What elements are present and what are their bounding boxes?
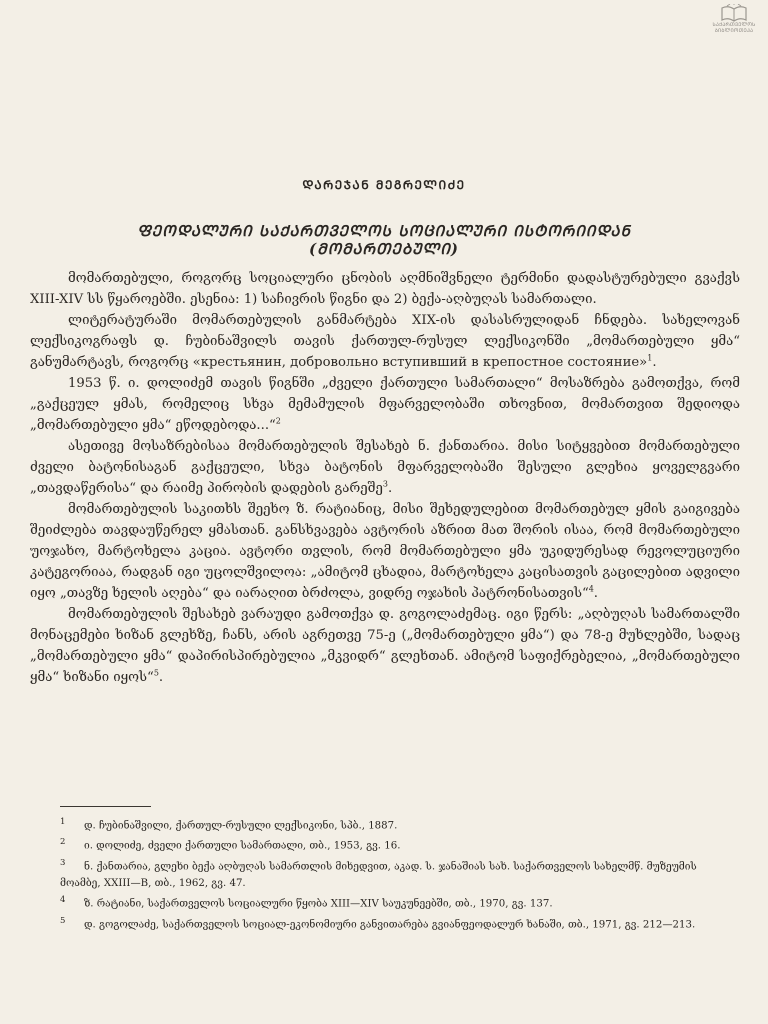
logo-text: ᲡᲐᲥᲐᲠᲗᲕᲔᲚᲝᲡ ᲑᲘᲑᲚᲘᲝᲗᲔᲙᲐ <box>712 22 756 34</box>
footnote-ref-5: 5 <box>153 668 159 678</box>
footnote-number: 1 <box>60 817 66 827</box>
author-name: ᲓᲐᲠᲔᲯᲐᲜ ᲛᲔᲒᲠᲔᲚᲘᲫᲔ <box>302 178 466 192</box>
title-line-2: (ᲛᲝᲛᲐᲠᲗᲔᲑᲣᲚᲘ) <box>309 240 459 258</box>
footnote-text: ზ. რატიანი, საქართველოს სოციალური წყობა XIII—XIV საუკუნეებში, თბ., 1970, გვ. 137. <box>84 898 553 910</box>
paragraph-6 <box>30 604 740 688</box>
footnote-ref-2: 2 <box>275 416 281 426</box>
footnote <box>60 913 720 933</box>
footnote-ref-4: 4 <box>588 584 594 594</box>
russian-quote: «крестьянин, добровольно вступивший в крепостное состояние» <box>192 355 648 370</box>
footnote-number: 3 <box>60 857 66 868</box>
footnote-number: 2 <box>60 837 66 848</box>
paragraph-5-text: მომართებულის საკითხს შეეხო ზ. რატიანიც, მისი შეხედულებით მომართებულ ყმის გაიგივება შეიძლება თავდაუწერელ ყმასთან. განსხვავება ავტორის აზრით მათ შორის ისაა, რომ მომართებული უოჯახო, მარტოხელა კაცია. ავტორი თვლის, რომ მომართებული ყმა უკიდურესად რევოლუციური კატეგორიაა, რადგან იგი უცოლშვილოა: „ამიტომ ცხადია, მარტოხელა კაცისათვის გაცილებით ადვილი იყო „თავზე ხელის აღება“ და იარაღით ბრძოლა, ვიდრე ოჯახის პატრონისათვის“ <box>30 502 740 601</box>
paragraph-2-text: ლიტერატურაში მომართებულის განმარტება XIX-ის დასასრულიდან ჩნდება. სახელოვან ლექსიკოგრაფს დ. ჩუბინაშვილს თავის ქართულ-რუსულ ლექსიკონში „მომართებული ყმა“ განუმარტავს, როგორც <box>30 313 740 370</box>
title-line-1: ᲤᲔᲝᲓᲐᲚᲣᲠᲘ ᲡᲐᲥᲐᲠᲗᲕᲔᲚᲝᲡ ᲡᲝᲪᲘᲐᲚᲣᲠᲘ ᲘᲡᲢᲝᲠᲘᲘᲓᲐᲜ <box>137 222 631 240</box>
footnote-text: ნ. ქანთარია, გლეხი ბექა აღბუღას სამართლის მიხედვით, აკად. ს. ჯანაშიას სახ. საქართველოს სახელმწ. მუზეუმის მოამბე, XXIII—B, თბ., 1962, გვ. 47. <box>60 861 697 890</box>
footnote-text: ი. დოლიძე, ძველი ქართული სამართალი, თბ., 1953, გვ. 16. <box>84 840 401 852</box>
paragraph-5-end: . <box>593 586 598 601</box>
footnote-text: დ. ჩუბინაშვილი, ქართულ-რუსული ლექსიკონი, სპბ., 1887. <box>84 820 398 832</box>
footnote-divider <box>60 806 151 807</box>
paragraph-1 <box>30 268 740 310</box>
footnote <box>60 855 720 892</box>
library-logo <box>706 4 762 34</box>
paragraph-6-text: მომართებულის შესახებ ვარაუდი გამოთქვა დ. გოგოლაძემაც. იგი წერს: „აღბუღას სამართალში მონაცემები ხიზან გლეხზე, ჩანს, არის აგრეთვე 75-ე („მომართებული ყმა“) და 78-ე მუხლებში, სადაც „მომართებული ყმა“ დაპირისპირებულია „მკვიდრ“ გლეხთან. ამიტომ საფიქრებელია, „მომართებული ყმა“ ხიზანი იყოს“ <box>30 607 740 685</box>
paragraph-6-end: . <box>158 670 164 685</box>
paragraph-4-end: . <box>388 481 393 496</box>
footnote <box>60 834 720 854</box>
article-title <box>120 222 648 258</box>
footnote <box>60 892 720 912</box>
open-book-icon <box>721 4 747 22</box>
footnote-ref-1: 1 <box>647 353 653 363</box>
footnotes <box>60 814 720 933</box>
footnote-text: დ. გოგოლაძე, საქართველოს სოციალ-ეკონომიური განვითარება გვიანფეოდალურ ხანაში, თბ., 1971, გვ. 212—213. <box>84 918 696 930</box>
paragraph-1-text: მომართებული, როგორც სოციალური ცნობის აღმნიშვნელი ტერმინი დადასტურებული გვაქვს XIII-XIV სს წყაროებში. ესენია: 1) საჩივრის წიგნი და 2) ბექა-აღბუღას სამართალი. <box>30 271 740 307</box>
paragraph-3 <box>30 373 740 436</box>
paragraph-5 <box>30 499 740 604</box>
footnote-number: 4 <box>60 895 66 906</box>
paragraph-3-text: 1953 წ. ი. დოლიძემ თავის წიგნში „ძველი ქართული სამართალი“ მოსაზრება გამოთქვა, რომ „გაქცეულ ყმას, რომელიც სხვა მემამულის მფარველობაში თხოვნით, მომართვით შედიოდა „მომართებული ყმა“ ეწოდებოდა...“ <box>30 376 740 433</box>
paragraph-2-end: . <box>652 355 657 370</box>
paragraph-4 <box>30 436 740 499</box>
article-body <box>30 268 740 688</box>
paragraph-4-text: ასეთივე მოსაზრებისაა მომართებულის შესახებ ნ. ქანთარია. მისი სიტყვებით მომართებული ძველი ბატონისაგან გაქცეული, სხვა ბატონის მფარველობაში შესული გლეხია ყოველგვარი „თავდაწერისა“ და რაიმე პირობის დადების გარეშე <box>30 439 740 496</box>
footnote <box>60 814 720 834</box>
paragraph-2 <box>30 310 740 373</box>
footnote-ref-3: 3 <box>382 479 389 489</box>
footnote-number: 5 <box>60 915 66 926</box>
